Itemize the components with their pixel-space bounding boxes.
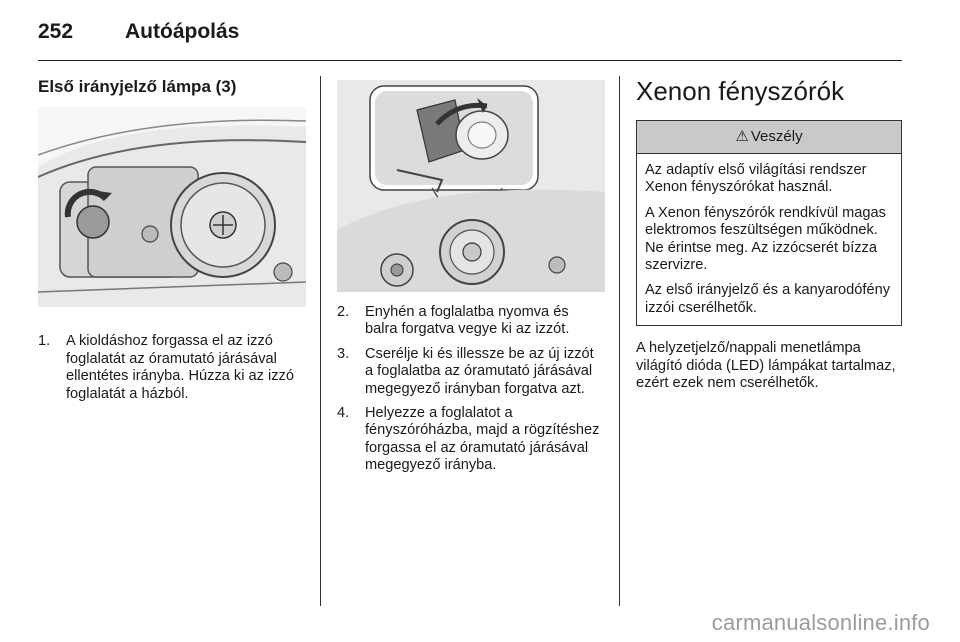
step-number: 2. <box>337 304 350 320</box>
step-number: 1. <box>38 333 51 350</box>
bulb-socket-illustration <box>337 80 605 292</box>
column-divider-2 <box>619 76 620 606</box>
bulb-socket-drawing <box>337 80 605 292</box>
danger-paragraph: Az első irányjelző és a kanyarodófény izzói cserélhetők. <box>645 282 890 316</box>
list-item <box>337 304 605 339</box>
led-note: A helyzetjelző/nappali menetlámpa világító dióda (LED) lámpákat tartalmaz, ezért ezek nem cserélhetők. <box>636 340 896 392</box>
step-number: 3. <box>337 345 350 362</box>
headlamp-rear-illustration <box>38 107 306 307</box>
warning-triangle-icon: ⚠ <box>735 128 749 146</box>
danger-paragraph: A Xenon fényszórók rendkívül magas elektromos feszültségen működnek. Ne érintse meg. Az izzócserét bízza szervizre. <box>645 204 886 274</box>
danger-title: Veszély <box>750 128 803 146</box>
page-number: 252 <box>38 20 74 43</box>
steps-list-1 <box>38 333 306 403</box>
step-text: Cserélje ki és illessze be az új izzót a foglalatba az óramutató járásával megegyező irányban forgatva azt. <box>365 345 594 397</box>
step-text: A kioldáshoz forgassa el az izzó foglalatát az óramutató járásával ellentétes irányba. Húzza ki az izzó foglalatát a házból. <box>66 333 294 402</box>
step-text: Helyezze a foglalatot a fényszóróházba, majd a rögzítéshez forgassa el az óramutató járásával megegyező irányba. <box>365 405 600 474</box>
step-text: Enyhén a foglalatba nyomva és balra forgatva vegye ki az izzót. <box>365 304 570 338</box>
column-2 <box>337 76 605 482</box>
section-heading-xenon: Xenon fényszórók <box>636 76 845 106</box>
column-3 <box>636 76 902 392</box>
section-heading-turn-signal: Első irányjelző lámpa (3) <box>38 77 237 96</box>
danger-paragraph: Az adaptív első világítási rendszer Xenon fényszórókat használ. <box>645 162 867 196</box>
list-item <box>337 346 605 398</box>
page-header <box>38 14 902 61</box>
danger-header <box>637 121 901 154</box>
steps-list-2 <box>337 304 605 475</box>
chapter-title: Autóápolás <box>125 20 240 43</box>
column-divider-1 <box>320 76 321 606</box>
danger-body <box>637 154 901 325</box>
watermark: carmanualsonline.info <box>711 610 930 635</box>
column-1 <box>38 76 306 410</box>
step-number: 4. <box>337 405 350 422</box>
danger-box <box>636 120 902 326</box>
list-item <box>337 405 605 475</box>
list-item <box>38 333 306 403</box>
headlamp-housing-drawing <box>38 107 306 307</box>
